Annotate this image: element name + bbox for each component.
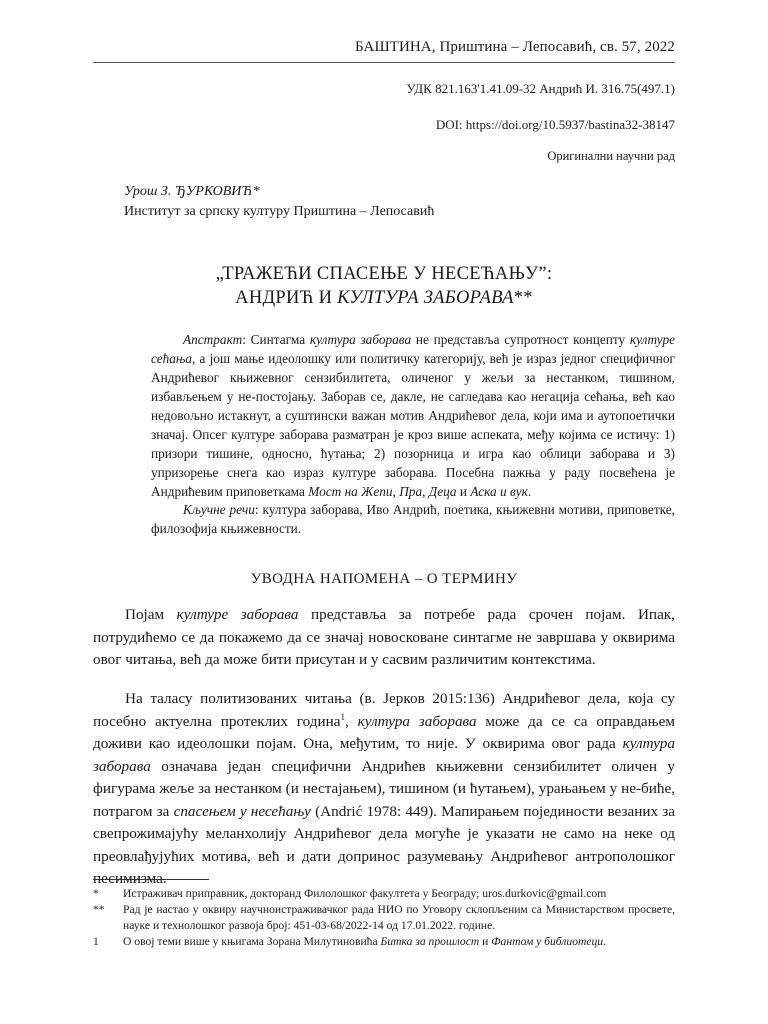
abstract-label: Апстракт: [183, 332, 243, 347]
abstract-story-title: Аска и вук: [470, 484, 528, 499]
abstract-text: и: [456, 484, 471, 499]
abstract-text: : Синтагма: [242, 332, 310, 347]
footnote-text-part: О овој теми више у књигама Зорана Милутиновића: [123, 935, 381, 948]
book-title: Фантом у библиотеци: [491, 935, 604, 948]
doi-link[interactable]: DOI: https://doi.org/10.5937/bastina32-38147: [435, 117, 675, 132]
author-affiliation: Институт за српску културу Приштина – Лепосавић: [124, 204, 435, 219]
abstract-story-title: Пра: [399, 484, 423, 499]
paragraph-term: култура заборава: [357, 712, 477, 730]
paragraph-quote: спасењем у несећању: [173, 802, 311, 820]
abstract-text: ,: [392, 484, 400, 499]
paper-type-label: Оригинални научни рад: [547, 149, 675, 163]
body-paragraph-2: [93, 688, 675, 891]
paragraph-text: (Andrić 1978: 449). Мапирањем појединости везаних за свепрожимајућу меланхолију Андрићевог дела могуће је указати не само на неке од преовлађујућих мотива, већ и дати допринос разумевању Андрићевог антрополошког песимизма.: [93, 802, 675, 887]
abstract-story-title: Мост на Жепи: [308, 484, 393, 499]
title-footnote-mark: **: [513, 288, 533, 308]
abstract-story-title: Деца: [428, 484, 457, 499]
paragraph-text: Појам: [125, 606, 177, 623]
title-italic-part: КУЛТУРА ЗАБОРАВА: [337, 288, 514, 308]
running-header: БАШТИНА, Приштина – Лепосавић, св. 57, 2022: [355, 39, 675, 55]
paragraph-text: ,: [345, 712, 358, 730]
title-line-1: „ТРАЖЕЋИ СПАСЕЊЕ У НЕСЕЋАЊУ”:: [215, 264, 553, 284]
udk-code: УДК 821.163'1.41.09-32 Андрић И. 316.75(497.1): [406, 81, 675, 96]
footnotes: [93, 886, 675, 950]
footnote-text-part: .: [603, 935, 607, 948]
footnote-mark: **: [93, 903, 105, 916]
footnote-text: [123, 934, 675, 950]
title-part: АНДРИЋ И: [235, 288, 338, 308]
footnote-item: [93, 886, 675, 902]
paragraph-text: означава један специфични Андрићев књижевни сензибилитет оличен у фигурама жеље за нестанком (и нестајањем), тишином (и ћутањем), урањањем у не-биће, потрагом за: [93, 757, 675, 820]
body-paragraph-1: [93, 604, 675, 672]
footnote-reference[interactable]: 1: [340, 711, 345, 722]
paper-title: [93, 262, 675, 310]
abstract-text: не представља супротност концепту: [411, 332, 630, 347]
footnote-item: [93, 934, 675, 950]
footnote-item: [93, 902, 675, 934]
paragraph-text: На таласу политизованих читања (в. Јерков 2015:136) Андрићевог дела, која су посебно актуелна протеклих година: [93, 690, 675, 730]
abstract-term: култура заборава: [309, 332, 412, 347]
section-heading: УВОДНА НАПОМЕНА – О ТЕРМИНУ: [250, 571, 518, 587]
footnote-rule: [93, 879, 209, 880]
keywords-label: Кључне речи: [183, 502, 255, 517]
abstract-text: .: [527, 484, 532, 499]
abstract: [151, 330, 675, 501]
paragraph-text: представља за потребе рада срочен појам. Ипак, потрудићемо се да покажемо да се значај новоскованe синтагме не завршава у оквирима овог читања, већ да може бити присутан и у сасвим различитим контекстима.: [93, 606, 675, 668]
book-title: Битка за прошлост: [380, 935, 480, 948]
keywords-text: : култура заборава, Иво Андрић, поетика, књижевни мотиви, приповетке, филозофија књижевности.: [151, 502, 675, 536]
keywords: [151, 500, 675, 538]
title-line-2: [93, 286, 675, 310]
footnote-text: Рад је настао у оквиру научноистраживачког рада НИО по Уговору склопљеним са Министарством просвете, науке и технолошког развоја број: 451-03-68/2022-14 од 17.01.2022. године.: [123, 903, 675, 932]
abstract-text: , а још мање идеолошку или политичку категорију, већ је израз једног специфичног Андрићевог књижевног сензибилитета, оличеног у жељи за нестанком, тишином, избављењем у не-постојању. Заборав се, дакле, не сагледава као негација сећања, већ као недовољно истакнут, а суштински важан мотив Андрићевог дела, који има и аутопоетички значај. Опсег културе заборава разматран је кроз више аспеката, међу којима се истичу: 1) призори тишине, односно, ћутања; 2) позорница и игра као облици заборава и 3) упризорење снега као израз културе заборава. Посебна пажња у раду посвећена је Андрићевим приповеткама: [151, 351, 675, 499]
footnote-text: Истраживач приправник, докторанд Филолошког факултета у Београду; uros.durkovic@gmail.com: [123, 887, 607, 900]
footnote-text-part: и: [479, 935, 492, 948]
author-name: Урош З. ЂУРКОВИЋ*: [124, 184, 260, 199]
footnote-mark: *: [93, 887, 99, 900]
footnote-mark: 1: [93, 935, 99, 948]
abstract-text: ,: [422, 484, 429, 499]
paragraph-term: културе заборава: [176, 606, 299, 623]
paragraph-term: култура заборава: [93, 735, 675, 775]
paragraph-text: може да се са оправдањем доживи као идеолошки појам. Она, међутим, то није. У оквирима овог рада: [93, 712, 675, 752]
header-rule: [93, 62, 675, 63]
abstract-term: културе сећања: [151, 332, 676, 366]
